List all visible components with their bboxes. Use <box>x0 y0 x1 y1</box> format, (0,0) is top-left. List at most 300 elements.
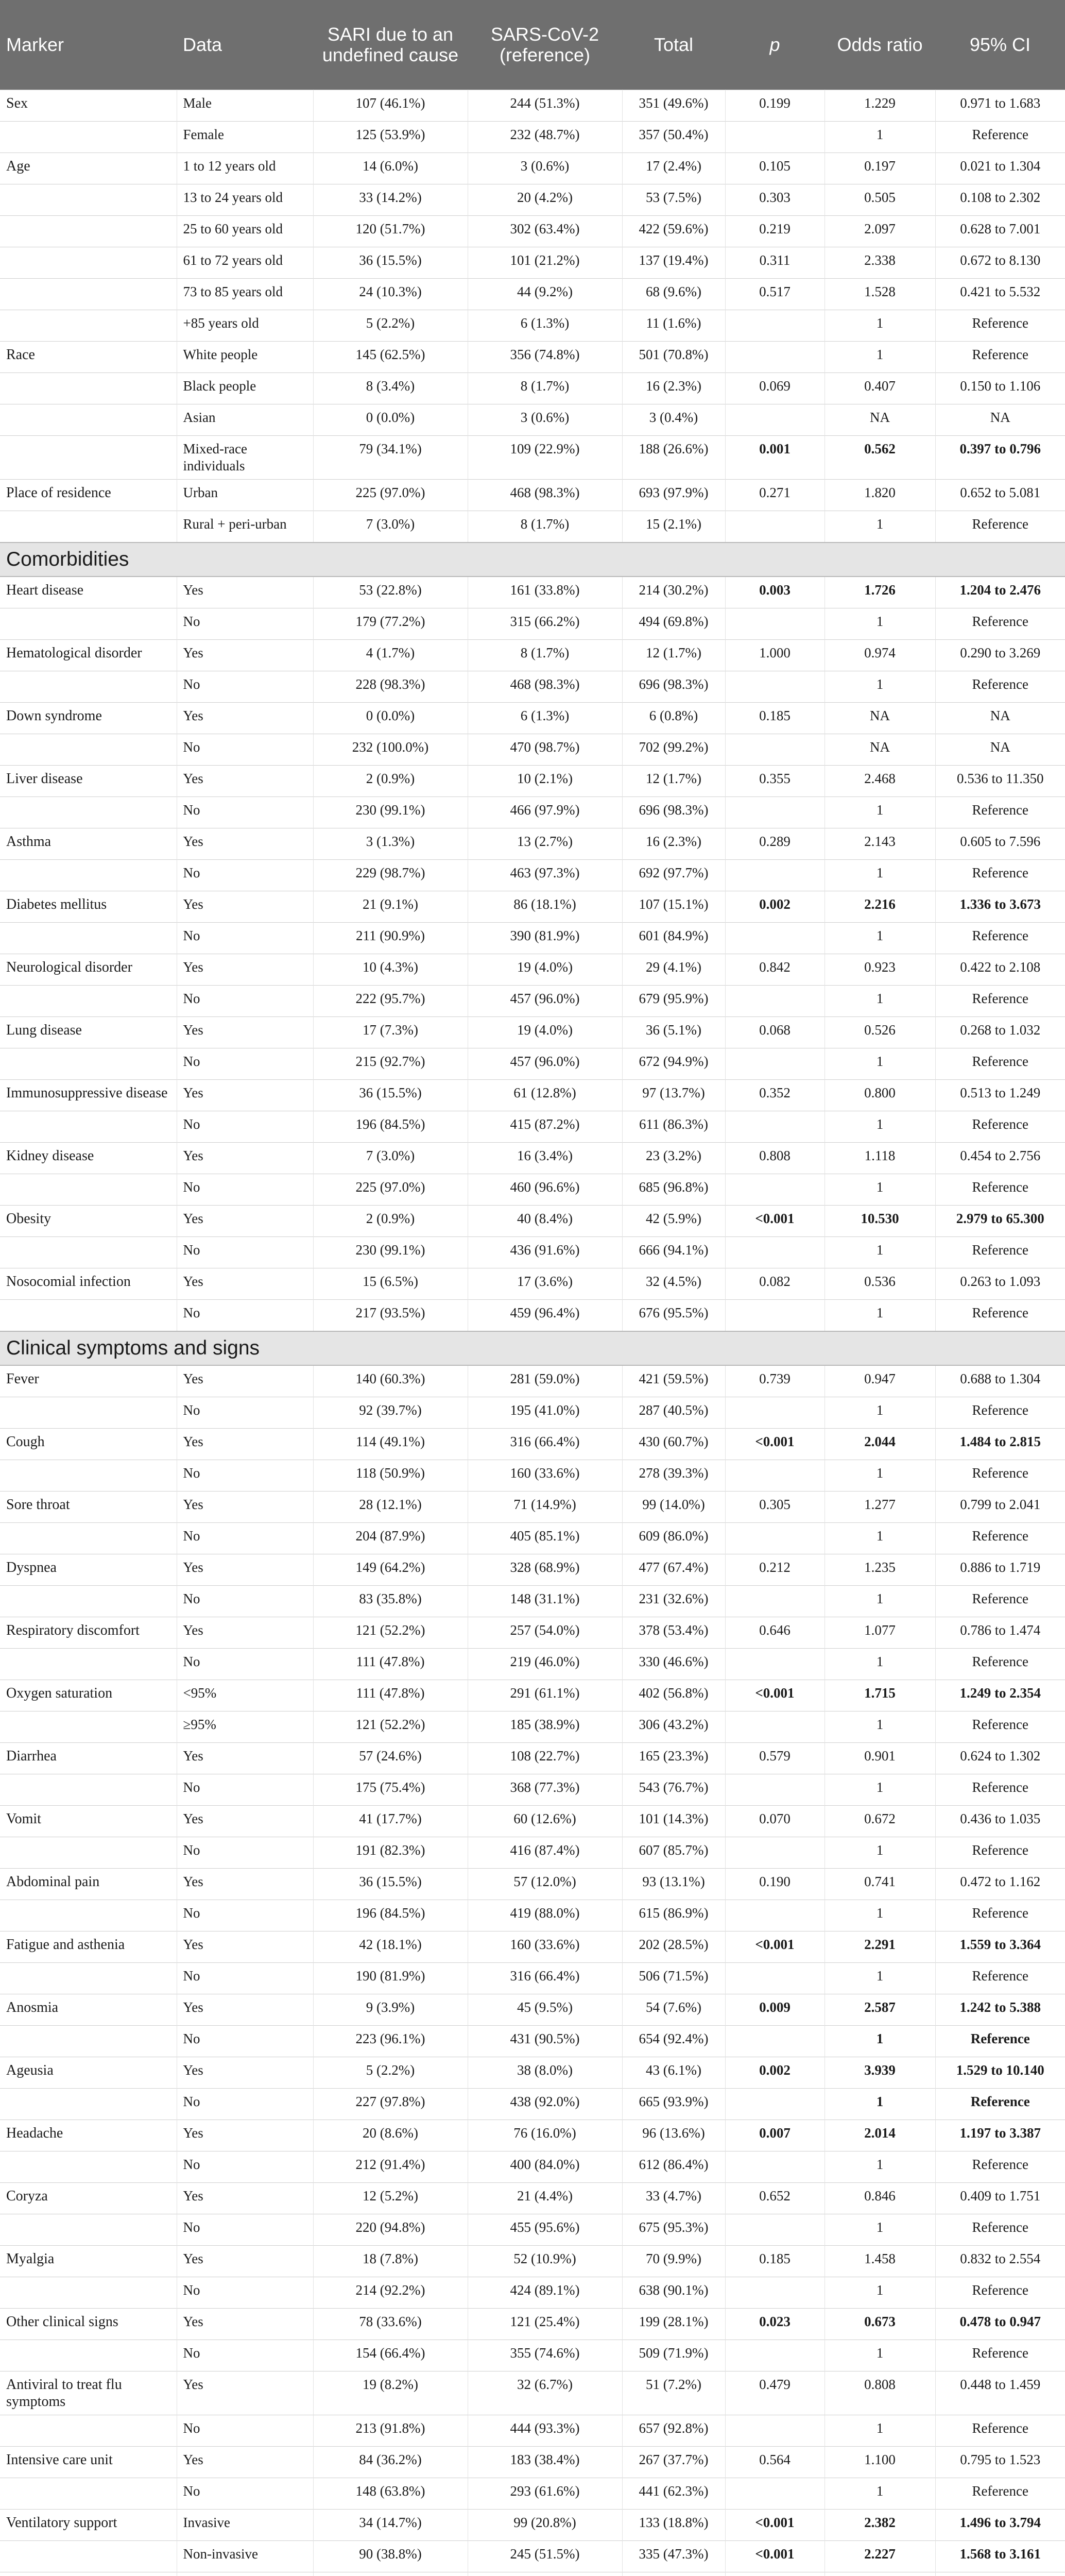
sars-cov-2-count: 436 (91.6%) <box>468 1237 622 1268</box>
row-marker <box>0 1523 177 1554</box>
p-value: 0.808 <box>725 1143 824 1174</box>
confidence-interval: 0.421 to 5.532 <box>935 279 1065 310</box>
odds-ratio: 1 <box>824 1300 935 1332</box>
p-value: 0.739 <box>725 1365 824 1397</box>
odds-ratio: 0.846 <box>824 2183 935 2214</box>
table-row <box>0 954 1065 986</box>
row-data-category: Yes <box>177 1994 313 2026</box>
total-count: 33 (4.7%) <box>622 2183 725 2214</box>
confidence-interval: Reference <box>935 2026 1065 2057</box>
confidence-interval: Reference <box>935 1397 1065 1429</box>
confidence-interval: 0.472 to 1.162 <box>935 1869 1065 1900</box>
confidence-interval: 2.979 to 65.300 <box>935 1206 1065 1237</box>
p-value <box>725 1048 824 1080</box>
sars-cov-2-count: 16 (3.4%) <box>468 1143 622 1174</box>
row-marker: Obesity <box>0 1206 177 1237</box>
p-value: 0.068 <box>725 1017 824 1048</box>
p-value <box>725 2214 824 2246</box>
total-count: 609 (86.0%) <box>622 1523 725 1554</box>
row-data-category: Yes <box>177 891 313 923</box>
p-value: 0.185 <box>725 2246 824 2277</box>
p-value: 0.352 <box>725 1080 824 1111</box>
row-data-category: No <box>177 1397 313 1429</box>
total-count: 666 (94.1%) <box>622 1237 725 1268</box>
p-value: 0.105 <box>725 153 824 184</box>
row-marker: Respiratory discomfort <box>0 1617 177 1649</box>
row-marker <box>0 2151 177 2183</box>
total-count <box>622 2572 725 2576</box>
sars-cov-2-count: 109 (22.9%) <box>468 436 622 480</box>
row-marker: Place of residence <box>0 480 177 511</box>
table-row <box>0 2151 1065 2183</box>
table-row <box>0 1617 1065 1649</box>
p-value <box>725 860 824 891</box>
sars-cov-2-count: 195 (41.0%) <box>468 1397 622 1429</box>
total-count: 657 (92.8%) <box>622 2415 725 2447</box>
sari-count: 21 (9.1%) <box>313 891 468 923</box>
table-row <box>0 640 1065 671</box>
row-marker: Neurological disorder <box>0 954 177 986</box>
table-row <box>0 1743 1065 1774</box>
row-data-category: No <box>177 1523 313 1554</box>
table-row <box>0 247 1065 279</box>
confidence-interval: 0.268 to 1.032 <box>935 1017 1065 1048</box>
row-marker <box>0 2277 177 2309</box>
row-data-category: Yes <box>177 703 313 734</box>
confidence-interval: 0.624 to 1.302 <box>935 1743 1065 1774</box>
p-value <box>725 2151 824 2183</box>
confidence-interval: Reference <box>935 1837 1065 1869</box>
row-marker <box>0 511 177 543</box>
table-row <box>0 1869 1065 1900</box>
section-header-row <box>0 543 1065 577</box>
odds-ratio: 2.097 <box>824 216 935 247</box>
sars-cov-2-count: 315 (66.2%) <box>468 608 622 640</box>
sars-cov-2-count: 400 (84.0%) <box>468 2151 622 2183</box>
sars-cov-2-count: 20 (4.2%) <box>468 184 622 216</box>
row-marker: Anosmia <box>0 1994 177 2026</box>
sari-count: 90 (38.8%) <box>313 2541 468 2572</box>
total-count: 32 (4.5%) <box>622 1268 725 1300</box>
sari-count: 57 (24.6%) <box>313 1743 468 1774</box>
sars-cov-2-count: 71 (14.9%) <box>468 1492 622 1523</box>
row-marker: Diabetes mellitus <box>0 891 177 923</box>
confidence-interval: 0.263 to 1.093 <box>935 1268 1065 1300</box>
table-row <box>0 1460 1065 1492</box>
sari-count: 154 (66.4%) <box>313 2340 468 2371</box>
sars-cov-2-count: 219 (46.0%) <box>468 1649 622 1680</box>
sari-count: 28 (12.1%) <box>313 1492 468 1523</box>
confidence-interval: 0.448 to 1.459 <box>935 2371 1065 2415</box>
sars-cov-2-count: 148 (31.1%) <box>468 1586 622 1617</box>
odds-ratio: 1 <box>824 2214 935 2246</box>
sars-cov-2-count: 121 (25.4%) <box>468 2309 622 2340</box>
sari-count: 214 (92.2%) <box>313 2277 468 2309</box>
row-data-category: Male <box>177 90 313 122</box>
row-marker <box>0 734 177 766</box>
sars-cov-2-count: 185 (38.9%) <box>468 1711 622 1743</box>
sars-cov-2-count: 108 (22.7%) <box>468 1743 622 1774</box>
sars-cov-2-count: 355 (74.6%) <box>468 2340 622 2371</box>
sari-count: 230 (99.1%) <box>313 797 468 828</box>
total-count: 107 (15.1%) <box>622 891 725 923</box>
total-count: 693 (97.9%) <box>622 480 725 511</box>
row-data-category: Yes <box>177 1429 313 1460</box>
table-row <box>0 2057 1065 2089</box>
confidence-interval: Reference <box>935 923 1065 954</box>
total-count: 378 (53.4%) <box>622 1617 725 1649</box>
p-value <box>725 2340 824 2371</box>
confidence-interval: Reference <box>935 986 1065 1017</box>
row-marker <box>0 373 177 404</box>
row-marker <box>0 2026 177 2057</box>
row-data-category: No <box>177 1774 313 1806</box>
table-row <box>0 1994 1065 2026</box>
total-count: 188 (26.6%) <box>622 436 725 480</box>
row-data-category: No <box>177 2340 313 2371</box>
odds-ratio: 1 <box>824 1523 935 1554</box>
confidence-interval: 0.454 to 2.756 <box>935 1143 1065 1174</box>
row-data-category: 61 to 72 years old <box>177 247 313 279</box>
confidence-interval: Reference <box>935 2340 1065 2371</box>
table-row <box>0 1837 1065 1869</box>
odds-ratio: 0.505 <box>824 184 935 216</box>
row-marker: Oxygen saturation <box>0 1680 177 1711</box>
p-value <box>725 1300 824 1332</box>
table-row <box>0 2246 1065 2277</box>
sars-cov-2-count: 405 (85.1%) <box>468 1523 622 1554</box>
total-count: 506 (71.5%) <box>622 1963 725 1994</box>
row-data-category: Urban <box>177 480 313 511</box>
sari-count: 149 (64.2%) <box>313 1554 468 1586</box>
sars-cov-2-count: 455 (95.6%) <box>468 2214 622 2246</box>
confidence-interval: 0.605 to 7.596 <box>935 828 1065 860</box>
odds-ratio: 0.407 <box>824 373 935 404</box>
sari-count: 121 (52.2%) <box>313 1711 468 1743</box>
total-count: 101 (14.3%) <box>622 1806 725 1837</box>
p-value <box>725 1963 824 1994</box>
sari-count: 20 (8.6%) <box>313 2120 468 2151</box>
table-row <box>0 342 1065 373</box>
p-value <box>725 986 824 1017</box>
confidence-interval: 1.484 to 2.815 <box>935 1429 1065 1460</box>
table-row <box>0 404 1065 436</box>
sari-count: 125 (53.9%) <box>313 122 468 153</box>
row-marker <box>0 923 177 954</box>
confidence-interval: 0.290 to 3.269 <box>935 640 1065 671</box>
total-count: 12 (1.7%) <box>622 766 725 797</box>
sars-cov-2-count: 356 (74.8%) <box>468 342 622 373</box>
sari-count: 215 (92.7%) <box>313 1048 468 1080</box>
table-row <box>0 1554 1065 1586</box>
odds-ratio: 0.197 <box>824 153 935 184</box>
row-marker: Cough <box>0 1429 177 1460</box>
odds-ratio: 2.291 <box>824 1931 935 1963</box>
table-row <box>0 1900 1065 1931</box>
header-sars-cov-2: SARS-CoV-2 (reference) <box>468 0 622 90</box>
row-marker: Sore throat <box>0 1492 177 1523</box>
row-marker <box>0 1586 177 1617</box>
row-marker <box>0 1300 177 1332</box>
row-data-category: Yes <box>177 2057 313 2089</box>
p-value: 0.199 <box>725 90 824 122</box>
table-row <box>0 511 1065 543</box>
row-data-category: Yes <box>177 1931 313 1963</box>
confidence-interval: 0.150 to 1.106 <box>935 373 1065 404</box>
sars-cov-2-count: 160 (33.6%) <box>468 1460 622 1492</box>
sari-count: 84 (36.2%) <box>313 2447 468 2478</box>
confidence-interval: 0.108 to 2.302 <box>935 184 1065 216</box>
confidence-interval: Reference <box>935 1711 1065 1743</box>
p-value: <0.001 <box>725 1206 824 1237</box>
odds-ratio: 2.468 <box>824 766 935 797</box>
p-value: 0.001 <box>725 436 824 480</box>
total-count: 477 (67.4%) <box>622 1554 725 1586</box>
row-marker <box>0 671 177 703</box>
total-count: 231 (32.6%) <box>622 1586 725 1617</box>
sars-cov-2-count: 468 (98.3%) <box>468 480 622 511</box>
p-value: 0.185 <box>725 703 824 734</box>
total-count: 53 (7.5%) <box>622 184 725 216</box>
total-count: 654 (92.4%) <box>622 2026 725 2057</box>
odds-ratio: 0.947 <box>824 1365 935 1397</box>
sars-cov-2-count: 457 (96.0%) <box>468 986 622 1017</box>
total-count: 23 (3.2%) <box>622 1143 725 1174</box>
table-row <box>0 1017 1065 1048</box>
sari-count: 204 (87.9%) <box>313 1523 468 1554</box>
confidence-interval: Reference <box>935 2151 1065 2183</box>
row-data-category: No <box>177 1237 313 1268</box>
table-row <box>0 2026 1065 2057</box>
sars-cov-2-count: 245 (51.5%) <box>468 2541 622 2572</box>
sars-cov-2-count: 99 (20.8%) <box>468 2510 622 2541</box>
row-marker <box>0 247 177 279</box>
row-data-category: Asian <box>177 404 313 436</box>
odds-ratio: 1 <box>824 671 935 703</box>
table-row <box>0 1397 1065 1429</box>
table-row <box>0 2340 1065 2371</box>
header-row <box>0 0 1065 90</box>
sari-count: 107 (46.1%) <box>313 90 468 122</box>
total-count: 422 (59.6%) <box>622 216 725 247</box>
p-value: 0.289 <box>725 828 824 860</box>
sari-count: 36 (15.5%) <box>313 1080 468 1111</box>
sars-cov-2-count: 328 (68.9%) <box>468 1554 622 1586</box>
row-data-category: Yes <box>177 1743 313 1774</box>
p-value: 0.652 <box>725 2183 824 2214</box>
sars-cov-2-count: 21 (4.4%) <box>468 2183 622 2214</box>
table-row <box>0 279 1065 310</box>
sars-cov-2-count: 8 (1.7%) <box>468 511 622 543</box>
section-title: Clinical symptoms and signs <box>0 1331 1065 1365</box>
p-value <box>725 608 824 640</box>
p-value: 0.190 <box>725 1869 824 1900</box>
sars-cov-2-count: 257 (54.0%) <box>468 1617 622 1649</box>
confidence-interval: 0.971 to 1.683 <box>935 90 1065 122</box>
confidence-interval: Reference <box>935 2214 1065 2246</box>
total-count: 615 (86.9%) <box>622 1900 725 1931</box>
odds-ratio: 0.901 <box>824 1743 935 1774</box>
confidence-interval: 0.688 to 1.304 <box>935 1365 1065 1397</box>
row-marker <box>0 2541 177 2572</box>
sars-cov-2-count: 468 (98.3%) <box>468 671 622 703</box>
row-marker: Age <box>0 153 177 184</box>
total-count: 335 (47.3%) <box>622 2541 725 2572</box>
p-value <box>725 342 824 373</box>
table-row <box>0 1237 1065 1268</box>
confidence-interval: 1.204 to 2.476 <box>935 577 1065 608</box>
odds-ratio: 1 <box>824 923 935 954</box>
row-data-category: Yes <box>177 1617 313 1649</box>
total-count: 612 (86.4%) <box>622 2151 725 2183</box>
p-value: 0.842 <box>725 954 824 986</box>
odds-ratio: 1 <box>824 1963 935 1994</box>
p-value: 0.003 <box>725 577 824 608</box>
sars-cov-2-count: 52 (10.9%) <box>468 2246 622 2277</box>
p-value <box>725 1237 824 1268</box>
sari-count: 196 (84.5%) <box>313 1111 468 1143</box>
odds-ratio: 1 <box>824 2089 935 2120</box>
odds-ratio: 2.338 <box>824 247 935 279</box>
table-row <box>0 1206 1065 1237</box>
row-data-category: No <box>177 2026 313 2057</box>
row-data-category: No <box>177 1837 313 1869</box>
p-value: 0.002 <box>725 891 824 923</box>
row-data-category: No <box>177 2151 313 2183</box>
row-data-category: Rural + peri-urban <box>177 511 313 543</box>
table-row <box>0 2572 1065 2576</box>
p-value: 1.000 <box>725 640 824 671</box>
confidence-interval: 1.496 to 3.794 <box>935 2510 1065 2541</box>
sars-cov-2-count: 316 (66.4%) <box>468 1429 622 1460</box>
sari-count: 213 (91.8%) <box>313 2415 468 2447</box>
confidence-interval: NA <box>935 703 1065 734</box>
sari-count: 10 (4.3%) <box>313 954 468 986</box>
total-count: 68 (9.6%) <box>622 279 725 310</box>
sars-cov-2-count: 45 (9.5%) <box>468 1994 622 2026</box>
row-marker <box>0 608 177 640</box>
table-row <box>0 1711 1065 1743</box>
row-data-category: +85 years old <box>177 310 313 342</box>
total-count: 199 (28.1%) <box>622 2309 725 2340</box>
table-row <box>0 828 1065 860</box>
odds-ratio: NA <box>824 404 935 436</box>
confidence-interval: 0.786 to 1.474 <box>935 1617 1065 1649</box>
p-value <box>725 1900 824 1931</box>
sari-count: 24 (10.3%) <box>313 279 468 310</box>
sars-cov-2-count: 183 (38.4%) <box>468 2447 622 2478</box>
row-marker <box>0 1460 177 1492</box>
sari-count: 5 (2.2%) <box>313 310 468 342</box>
odds-ratio: 1 <box>824 1649 935 1680</box>
table-row <box>0 436 1065 480</box>
sars-cov-2-count: 424 (89.1%) <box>468 2277 622 2309</box>
row-data-category: No <box>177 986 313 1017</box>
odds-ratio: 1 <box>824 2151 935 2183</box>
odds-ratio: 1 <box>824 608 935 640</box>
odds-ratio: 0.526 <box>824 1017 935 1048</box>
header-odds-ratio: Odds ratio <box>824 0 935 90</box>
sars-cov-2-count: 17 (3.6%) <box>468 1268 622 1300</box>
p-value <box>725 797 824 828</box>
p-value: 0.303 <box>725 184 824 216</box>
table-body <box>0 90 1065 2576</box>
p-value <box>725 2089 824 2120</box>
row-marker: Nosocomial infection <box>0 1268 177 1300</box>
row-marker <box>0 986 177 1017</box>
total-count: 70 (9.9%) <box>622 2246 725 2277</box>
odds-ratio: 1 <box>824 1460 935 1492</box>
row-marker <box>0 2478 177 2510</box>
table-row <box>0 1268 1065 1300</box>
odds-ratio: 2.044 <box>824 1429 935 1460</box>
confidence-interval: 1.529 to 10.140 <box>935 2057 1065 2089</box>
sari-count: 7 (3.0%) <box>313 511 468 543</box>
table-row <box>0 608 1065 640</box>
p-value <box>725 1460 824 1492</box>
total-count: 267 (37.7%) <box>622 2447 725 2478</box>
row-data-category: No <box>177 671 313 703</box>
row-marker <box>0 1900 177 1931</box>
sars-cov-2-count: 40 (8.4%) <box>468 1206 622 1237</box>
total-count: 441 (62.3%) <box>622 2478 725 2510</box>
row-data-category: No <box>177 608 313 640</box>
odds-ratio: 1.726 <box>824 577 935 608</box>
confidence-interval: Reference <box>935 1237 1065 1268</box>
row-marker: Myalgia <box>0 2246 177 2277</box>
sari-count: 17 (7.3%) <box>313 1017 468 1048</box>
confidence-interval: Reference <box>935 511 1065 543</box>
row-marker: Down syndrome <box>0 703 177 734</box>
row-marker <box>0 2415 177 2447</box>
p-value: <0.001 <box>725 1680 824 1711</box>
row-marker: Ventilatory support <box>0 2510 177 2541</box>
sars-cov-2-count: 419 (88.0%) <box>468 1900 622 1931</box>
row-marker <box>0 1837 177 1869</box>
odds-ratio: 1.715 <box>824 1680 935 1711</box>
sars-cov-2-count: 316 (66.4%) <box>468 1963 622 1994</box>
p-value <box>725 2478 824 2510</box>
sars-cov-2-count: 13 (2.7%) <box>468 828 622 860</box>
sari-count: 111 (47.8%) <box>313 1649 468 1680</box>
p-value <box>725 1111 824 1143</box>
row-data-category: No <box>177 2277 313 2309</box>
odds-ratio: 0.800 <box>824 1080 935 1111</box>
sars-cov-2-count: 368 (77.3%) <box>468 1774 622 1806</box>
row-marker <box>0 1649 177 1680</box>
p-value: 0.305 <box>725 1492 824 1523</box>
sari-count: 222 (95.7%) <box>313 986 468 1017</box>
row-marker <box>0 2340 177 2371</box>
table-row <box>0 310 1065 342</box>
total-count: 54 (7.6%) <box>622 1994 725 2026</box>
table-row <box>0 1492 1065 1523</box>
row-marker <box>0 2089 177 2120</box>
row-data-category: No <box>177 2478 313 2510</box>
odds-ratio: 1.118 <box>824 1143 935 1174</box>
row-marker <box>0 1774 177 1806</box>
sars-cov-2-count: 19 (4.0%) <box>468 954 622 986</box>
header-data: Data <box>177 0 313 90</box>
row-data-category: Yes <box>177 828 313 860</box>
row-marker <box>0 1174 177 1206</box>
confidence-interval: 0.832 to 2.554 <box>935 2246 1065 2277</box>
confidence-interval: NA <box>935 404 1065 436</box>
confidence-interval: 1.568 to 3.161 <box>935 2541 1065 2572</box>
p-value: 0.479 <box>725 2371 824 2415</box>
odds-ratio: 1 <box>824 797 935 828</box>
sari-count: 0 (0.0%) <box>313 703 468 734</box>
